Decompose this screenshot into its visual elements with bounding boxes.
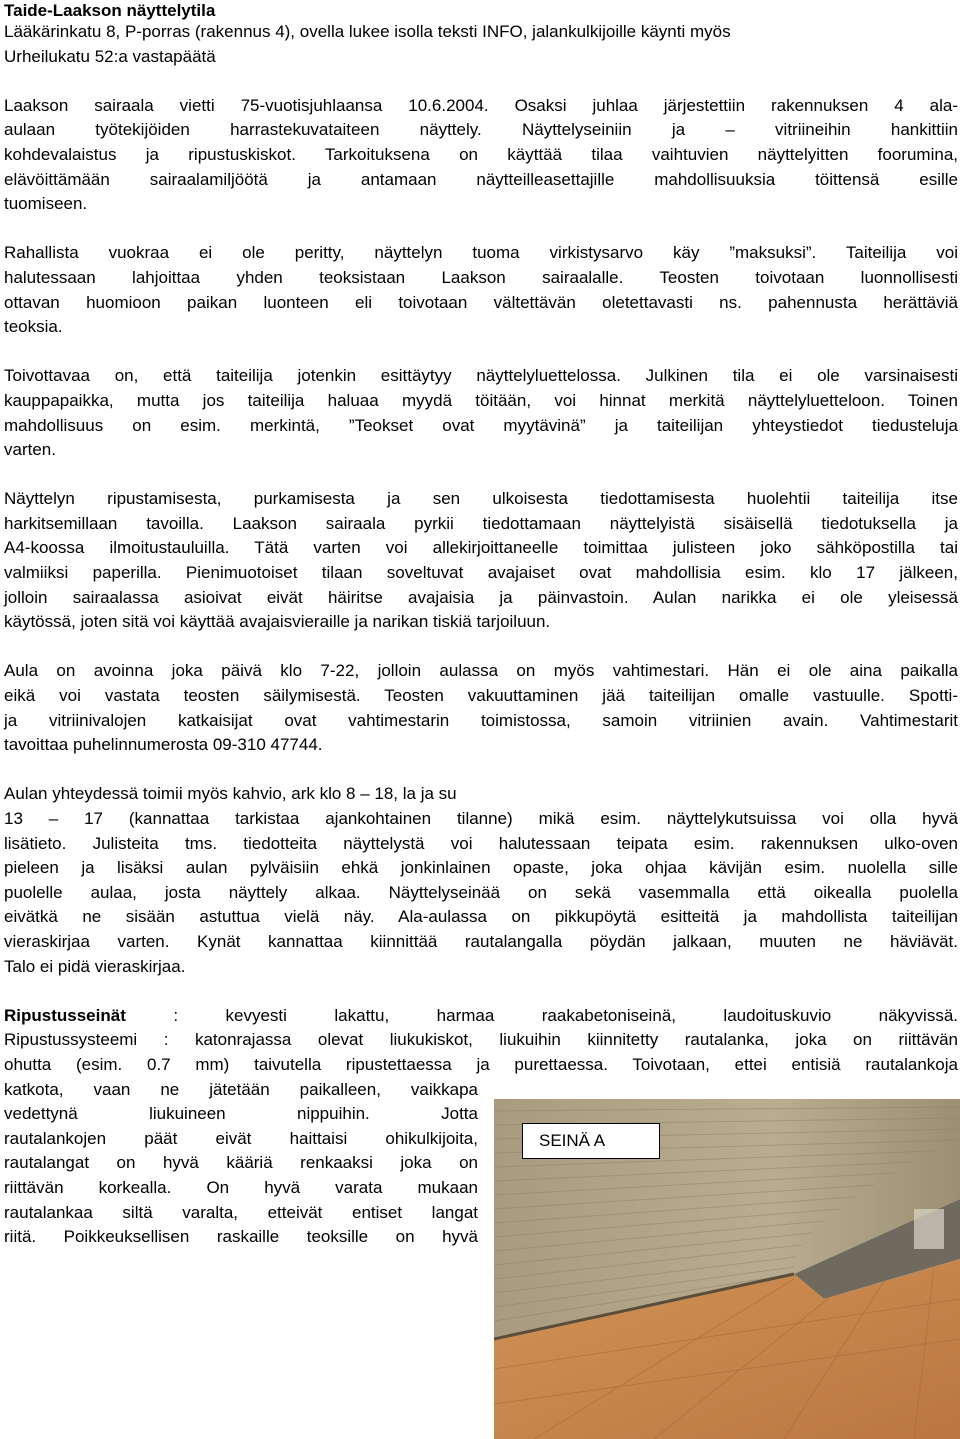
paragraph-hanging — [4, 487, 958, 635]
text-line: kohdevalaistus ja ripustuskiskot. Tarkoituksena on käyttää tilaa vaihtuvien näyttelyitten foorumina, — [4, 144, 958, 164]
text-line: tavoittaa puhelinnumerosta 09-310 47744. — [4, 735, 323, 755]
paragraph-catalogue — [4, 364, 958, 462]
text-line: katkota, vaan ne jätetään paikalleen, vaikkapa — [4, 1079, 478, 1099]
text-line: kauppapaikka, mutta jos taiteilija haluaa myydä töitään, voi hinnat merkitä näyttelyluetteloon. Toinen — [4, 390, 958, 410]
text-line: pieleen ja lisäksi aulan pylväisiin ehkä jonkinlainen opaste, joka ohjaa kävijän esim. nuolella sille — [4, 858, 958, 878]
text-line: Rahallista vuokraa ei ole peritty, näyttelyn tuoma virkistysarvo käy ”maksuksi”. Taiteilija voi — [4, 243, 958, 263]
text-line: Aulan yhteydessä toimii myös kahvio, ark klo 8 – 18, la ja su — [4, 784, 457, 804]
text-line: Toivottavaa on, että taiteilija jotenkin esittäytyy näyttelyluettelossa. Julkinen tila ei ole varsinaisesti — [4, 366, 958, 386]
text-line: valmiiksi paperilla. Pienimuotoiset tilaan soveltuvat avajaiset ovat mahdollisia esim. klo 17 jälkeen, — [4, 563, 958, 583]
text-line: Aula on avoinna joka päivä klo 7-22, jolloin aulassa on myös vahtimestari. Hän ei ole aina paikalla — [4, 661, 958, 681]
address-line: Lääkärinkatu 8, P-porras (rakennus 4), ovella lukee isolla teksti INFO, jalankulkijoille käynti myös — [4, 22, 731, 41]
wall-photo — [494, 1099, 960, 1439]
text-line: varten. — [4, 440, 56, 460]
text-line: eivätkä ne sisään astuttua vielä näy. Ala-aulassa on pikkupöytä esitteitä ja mahdollista taiteilijan — [4, 907, 958, 927]
text-line: tuomiseen. — [4, 194, 88, 214]
walls-description: : kevyesti lakattu, harmaa raakabetoniseinä, laudoituskuvio näkyvissä. — [125, 1005, 958, 1025]
wall-label: SEINÄ A — [522, 1123, 660, 1159]
text-line: lisätieto. Julisteita tms. tiedotteita näyttelystä voi halutessaan teipata esim. rakennuksen ulko-oven — [4, 833, 958, 853]
text-line: ottavan huomioon paikan luonteen eli toivotaan vältettävän oletettavasti ns. pahennusta herättäviä — [4, 292, 958, 312]
text-line: puolelle aulaa, josta näyttely alkaa. Näyttelyseinää on sekä vasemmalla että oikealla puolella — [4, 882, 958, 902]
text-line: mahdollisuus on esim. merkintä, ”Teokset ovat myytävinä” ja taiteilijan yhteystiedot tiedusteluja — [4, 415, 958, 435]
text-line: Talo ei pidä vieraskirjaa. — [4, 956, 186, 976]
paragraph-intro — [4, 94, 958, 217]
text-line: teoksia. — [4, 317, 63, 337]
walls-label: Ripustusseinät — [4, 1005, 126, 1025]
text-line: ja vitriinivalojen katkaisijat ovat vahtimestarin toimistossa, samoin vitriinien avain. Vahtimestarit — [4, 710, 958, 730]
text-line: vieraskirjaa varten. Kynät kannattaa kiinnittää rautalangalla pöydän jalkaan, muuten ne häviävät. — [4, 931, 958, 951]
text-line: jolloin sairaalassa asioivat eivät häiritse avajaisia ja päinvastoin. Aulan narikka ei ole yleisessä — [4, 587, 958, 607]
paragraph-cafe — [4, 782, 958, 979]
text-line: ohutta (esim. 0.7 mm) taivutella ripustettaessa ja purettaessa. Toivotaan, ettei entisiä rautalankoja — [4, 1054, 958, 1074]
text-line: rautalangat on hyvä kääriä renkaaksi joka on — [4, 1153, 478, 1173]
paragraph-opening-hours — [4, 659, 958, 757]
address-line: Urheilukatu 52:a vastapäätä — [4, 46, 216, 66]
text-line: riitä. Poikkeuksellisen raskaille teoksille on hyvä — [4, 1227, 478, 1247]
text-line: Laakson sairaala vietti 75-vuotisjuhlaansa 10.6.2004. Osaksi juhlaa järjestettiin rakennuksen 4 ala- — [4, 95, 958, 115]
text-line: aulaan työtekijöiden harrastekuvataiteen näyttely. Näyttelyseiniin ja – vitriineihin hankittiin — [4, 120, 958, 140]
text-line: 13 – 17 (kannattaa tarkistaa ajankohtainen tilanne) mikä esim. näyttelykutsuissa voi olla hyvä — [4, 809, 958, 828]
text-line: Näyttelyn ripustamisesta, purkamisesta ja sen ulkoisesta tiedottamisesta huolehtii taiteilija itse — [4, 489, 958, 509]
document-title: Taide-Laakson näyttelytila — [4, 1, 216, 20]
text-line — [4, 1004, 958, 1029]
text-line: eikä voi vastata teosten säilymisestä. Teosten vakuuttaminen jää taiteilijan omalle vastuulle. Spotti- — [4, 686, 958, 706]
text-line: riittävän korkealla. On hyvä varata mukaan — [4, 1177, 478, 1197]
paragraph-rent — [4, 241, 958, 339]
text-line: A4-koossa ilmoitustauluilla. Tätä varten voi allekirjoittaneelle toimittaa julisteen joko sähköpostilla tai — [4, 538, 958, 558]
document-page — [4, 0, 958, 1250]
text-line: rautalankaa siltä varalta, etteivät entiset langat — [4, 1202, 478, 1222]
text-line: vedettynä liukuineen nippuihin. Jotta — [4, 1104, 478, 1124]
text-line: rautalankojen päät eivät haittaisi ohikulkijoita, — [4, 1128, 478, 1148]
text-line: harkitsemillaan tavoilla. Laakson sairaala pyrkii tiedottamaan näyttelyistä sisäisellä tiedotuksella ja — [4, 513, 958, 533]
text-line: halutessaan lahjoittaa yhden teoksistaan Laakson sairaalalle. Teosten toivotaan luonnollisesti — [4, 267, 958, 287]
text-line: Ripustussysteemi : katonrajassa olevat liukukiskot, liukuihin kiinnitetty rautalanka, joka on riittävän — [4, 1030, 958, 1050]
text-line: käytössä, joten sitä voi käyttää avajaisvieraille ja narikan tiskiä tarjoiluun. — [4, 612, 551, 632]
text-line: elävöittämään sairaalamiljöötä ja antamaan näytteilleasettajille mahdollisuuksia töittensä esille — [4, 169, 958, 189]
